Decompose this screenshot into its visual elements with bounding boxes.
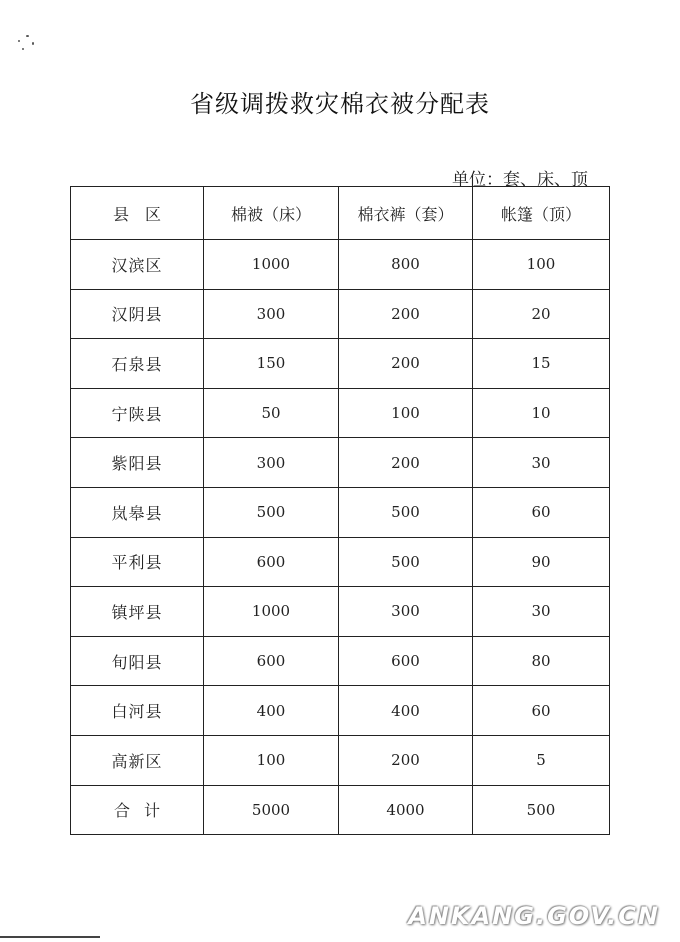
site-watermark: ANKANG.GOV.CN (408, 902, 660, 930)
tents-cell: 60 (473, 487, 610, 537)
quilts-cell: 100 (204, 735, 339, 785)
total-cotton-clothes-cell: 4000 (339, 785, 473, 835)
tents-cell: 80 (473, 636, 610, 686)
header-quilts: 棉被（床） (204, 187, 339, 240)
quilts-cell: 50 (204, 388, 339, 438)
scan-specks (14, 32, 54, 62)
distribution-table (70, 186, 610, 835)
quilts-cell: 1000 (204, 587, 339, 637)
tents-cell: 30 (473, 438, 610, 488)
table-row (71, 686, 610, 736)
cotton-clothes-cell: 200 (339, 735, 473, 785)
cotton-clothes-cell: 400 (339, 686, 473, 736)
total-label-cell: 合计 (71, 785, 204, 835)
county-cell: 平利县 (71, 537, 204, 587)
tents-cell: 30 (473, 587, 610, 637)
table-row (71, 289, 610, 339)
cotton-clothes-cell: 800 (339, 240, 473, 290)
quilts-cell: 300 (204, 289, 339, 339)
cotton-clothes-cell: 200 (339, 339, 473, 389)
tents-cell: 20 (473, 289, 610, 339)
tents-cell: 5 (473, 735, 610, 785)
header-cotton-clothes: 棉衣裤（套） (339, 187, 473, 240)
county-cell: 汉滨区 (71, 240, 204, 290)
county-cell: 岚皋县 (71, 487, 204, 537)
table-row (71, 240, 610, 290)
table-total-row (71, 785, 610, 835)
table-row (71, 487, 610, 537)
header-county: 县 区 (71, 187, 204, 240)
county-cell: 白河县 (71, 686, 204, 736)
total-tents-cell: 500 (473, 785, 610, 835)
tents-cell: 90 (473, 537, 610, 587)
tents-cell: 100 (473, 240, 610, 290)
table-row (71, 735, 610, 785)
county-cell: 旬阳县 (71, 636, 204, 686)
cotton-clothes-cell: 200 (339, 438, 473, 488)
table-row (71, 339, 610, 389)
cotton-clothes-cell: 300 (339, 587, 473, 637)
table-row (71, 388, 610, 438)
quilts-cell: 600 (204, 636, 339, 686)
header-tents: 帐篷（顶） (473, 187, 610, 240)
county-cell: 宁陕县 (71, 388, 204, 438)
tents-cell: 60 (473, 686, 610, 736)
cotton-clothes-cell: 500 (339, 537, 473, 587)
unit-label: 单位：套、床、顶 (452, 170, 588, 190)
county-cell: 镇坪县 (71, 587, 204, 637)
table-row (71, 438, 610, 488)
quilts-cell: 600 (204, 537, 339, 587)
table-row (71, 636, 610, 686)
quilts-cell: 1000 (204, 240, 339, 290)
cotton-clothes-cell: 600 (339, 636, 473, 686)
table-row (71, 537, 610, 587)
tents-cell: 10 (473, 388, 610, 438)
county-cell: 高新区 (71, 735, 204, 785)
total-quilts-cell: 5000 (204, 785, 339, 835)
quilts-cell: 300 (204, 438, 339, 488)
county-cell: 石泉县 (71, 339, 204, 389)
county-cell: 汉阴县 (71, 289, 204, 339)
county-cell: 紫阳县 (71, 438, 204, 488)
quilts-cell: 150 (204, 339, 339, 389)
cotton-clothes-cell: 200 (339, 289, 473, 339)
quilts-cell: 500 (204, 487, 339, 537)
page-title: 省级调拨救灾棉衣被分配表 (190, 90, 490, 118)
scan-edge-mark (0, 936, 100, 938)
tents-cell: 15 (473, 339, 610, 389)
table-header-row (71, 187, 610, 240)
cotton-clothes-cell: 500 (339, 487, 473, 537)
table-row (71, 587, 610, 637)
quilts-cell: 400 (204, 686, 339, 736)
cotton-clothes-cell: 100 (339, 388, 473, 438)
